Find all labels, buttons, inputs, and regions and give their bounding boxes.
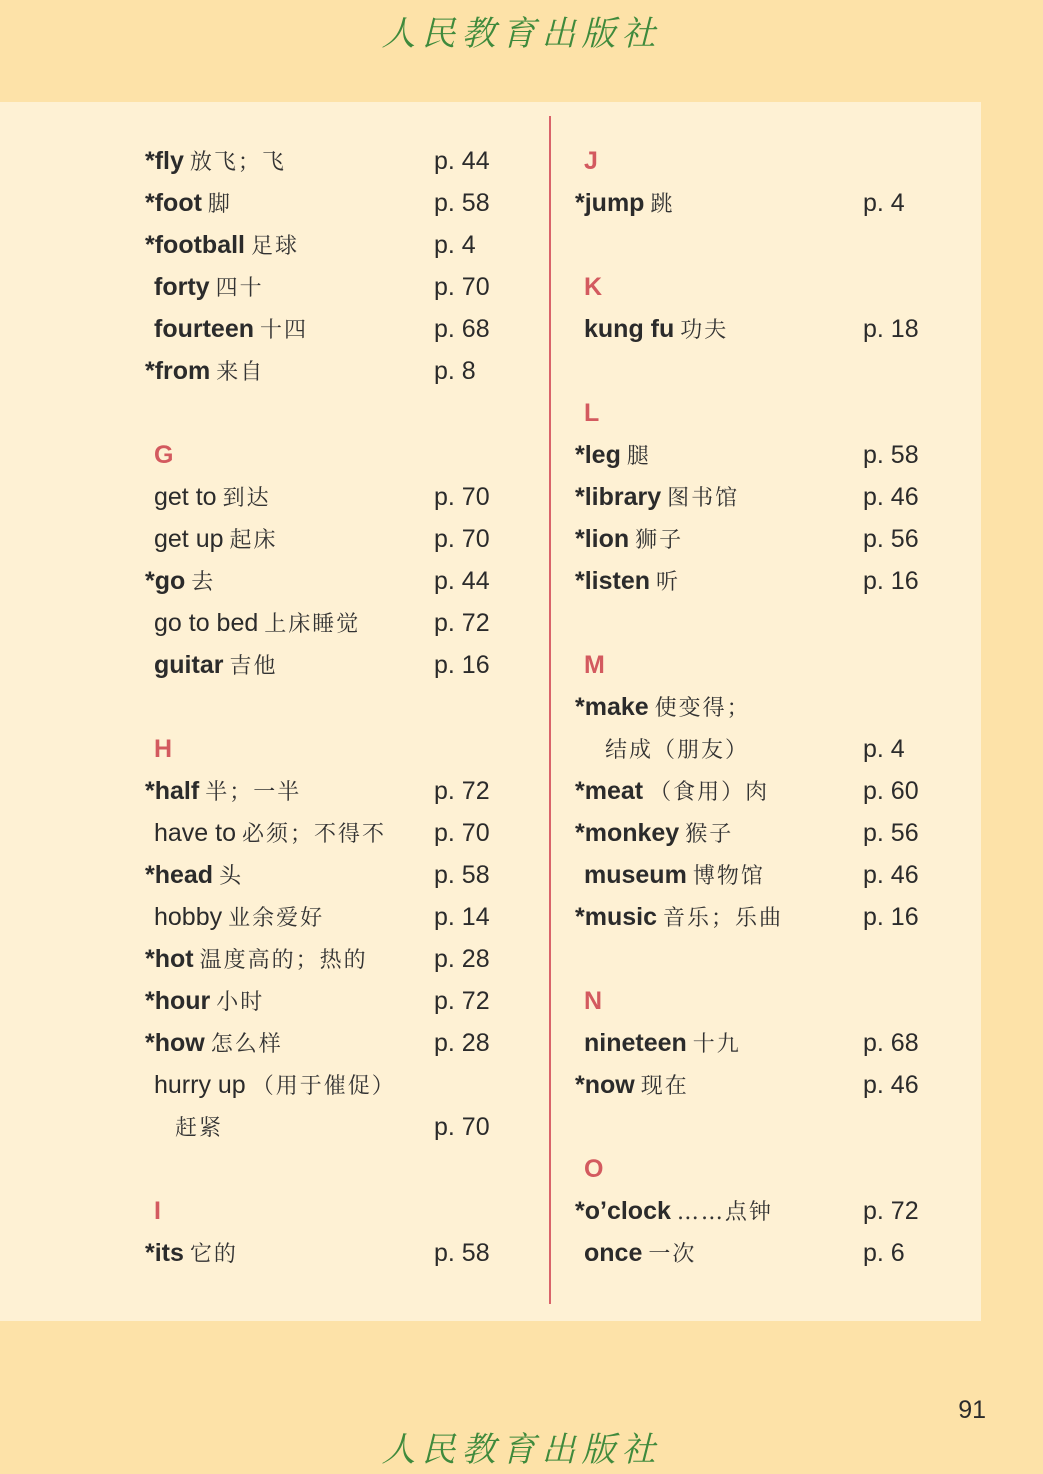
glossary-entry [575, 1232, 955, 1274]
entry-page-ref: p. 44 [434, 567, 490, 595]
entry-text [145, 602, 360, 646]
entry-translation: 温度高的；热的 [199, 948, 368, 973]
publisher-logo-footer: 人民教育出版社 [381, 1430, 662, 1470]
entry-word: *library [575, 483, 662, 511]
entry-translation: 四十 [215, 276, 264, 301]
entry-translation: 业余爱好 [228, 906, 325, 931]
entry-page-ref: p. 6 [863, 1239, 905, 1267]
glossary-entry [145, 980, 525, 1022]
section-letter [145, 728, 525, 770]
glossary-entry [575, 1022, 955, 1064]
entry-word: *now [575, 1071, 635, 1099]
section-letter [575, 644, 955, 686]
spacer [145, 1148, 525, 1190]
section-letter [575, 266, 955, 308]
entry-text [145, 476, 271, 520]
entry-translation: 必须；不得不 [242, 822, 387, 847]
section-letter-label: N [584, 987, 603, 1015]
entry-translation: 起床 [229, 528, 278, 553]
entry-page-ref: p. 72 [434, 777, 490, 805]
entry-word: *fly [145, 147, 184, 175]
entry-page-ref: p. 4 [863, 735, 905, 763]
glossary-entry [145, 308, 525, 350]
entry-translation: 跳 [650, 192, 675, 217]
entry-text [145, 1022, 283, 1066]
spacer [575, 350, 955, 392]
entry-word: guitar [154, 651, 224, 679]
section-letter [575, 392, 955, 434]
entry-word: hurry up [154, 1071, 246, 1099]
entry-text [575, 812, 733, 856]
entry-text [145, 560, 215, 604]
entry-text [145, 140, 286, 184]
entry-word: go to bed [154, 609, 259, 637]
entry-page-ref: p. 46 [863, 861, 919, 889]
entry-page-ref: p. 58 [434, 189, 490, 217]
entry-page-ref: p. 44 [434, 147, 490, 175]
entry-text [145, 938, 368, 982]
entry-translation: 放飞；飞 [189, 150, 286, 175]
section-letter [575, 980, 955, 1022]
page-number: 91 [958, 1396, 986, 1424]
entry-text [575, 1190, 773, 1234]
entry-word: *meat [575, 777, 644, 805]
entry-page-ref: p. 46 [863, 483, 919, 511]
entry-word: *make [575, 693, 649, 721]
entry-page-ref: p. 28 [434, 1029, 490, 1057]
glossary-entry [145, 1022, 525, 1064]
entry-page-ref: p. 72 [863, 1197, 919, 1225]
entry-word: *monkey [575, 819, 680, 847]
entry-word: hobby [154, 903, 223, 931]
spacer [575, 224, 955, 266]
entry-page-ref: p. 4 [863, 189, 905, 217]
entry-page-ref: p. 60 [863, 777, 919, 805]
glossary-entry [575, 434, 955, 476]
entry-text [145, 182, 232, 226]
entry-page-ref: p. 18 [863, 315, 919, 343]
entry-text [575, 728, 749, 772]
entry-word: *o’clock [575, 1197, 671, 1225]
entry-text [145, 224, 299, 268]
entry-page-ref: p. 14 [434, 903, 490, 931]
entry-text [575, 560, 680, 604]
entry-translation: 结成（朋友） [605, 738, 750, 763]
entry-page-ref: p. 70 [434, 819, 490, 847]
entry-word: *head [145, 861, 214, 889]
glossary-left-column [145, 140, 525, 1274]
entry-text [575, 1232, 696, 1276]
entry-word: *music [575, 903, 657, 931]
glossary-entry [575, 1190, 955, 1232]
entry-translation: 脚 [207, 192, 232, 217]
entry-page-ref: p. 72 [434, 609, 490, 637]
entry-word: fourteen [154, 315, 254, 343]
entry-text [145, 854, 243, 898]
entry-translation: 来自 [216, 360, 265, 385]
entry-text [145, 1232, 238, 1276]
glossary-entry [575, 560, 955, 602]
glossary-entry [145, 140, 525, 182]
spacer [575, 938, 955, 980]
entry-translation: 十四 [260, 318, 309, 343]
entry-translation: 吉他 [229, 654, 278, 679]
entry-translation: 听 [656, 570, 681, 595]
entry-word: nineteen [584, 1029, 687, 1057]
entry-word: have to [154, 819, 237, 847]
entry-text [145, 308, 308, 352]
entry-word: *foot [145, 189, 202, 217]
entry-translation: 腿 [626, 444, 651, 469]
spacer [575, 602, 955, 644]
glossary-entry [575, 308, 955, 350]
glossary-entry [145, 938, 525, 980]
glossary-entry [145, 518, 525, 560]
glossary-entry [145, 182, 525, 224]
entry-text [145, 350, 264, 394]
section-letter-label: O [584, 1155, 604, 1183]
spacer [145, 392, 525, 434]
entry-text [145, 266, 264, 310]
section-letter-label: K [584, 273, 603, 301]
entry-translation: 功夫 [680, 318, 729, 343]
entry-word: *go [145, 567, 186, 595]
entry-word: once [584, 1239, 643, 1267]
entry-page-ref: p. 58 [434, 861, 490, 889]
glossary-entry [575, 686, 955, 728]
entry-word: *its [145, 1239, 184, 1267]
entry-text [145, 980, 264, 1024]
entry-translation: 它的 [189, 1242, 238, 1267]
glossary-entry [575, 812, 955, 854]
entry-translation: 现在 [640, 1074, 689, 1099]
entry-translation: 足球 [251, 234, 300, 259]
entry-translation: 狮子 [635, 528, 684, 553]
entry-text [145, 812, 386, 856]
entry-page-ref: p. 16 [863, 903, 919, 931]
entry-translation: 博物馆 [692, 864, 765, 889]
glossary-right-column [575, 140, 955, 1274]
entry-word: *how [145, 1029, 205, 1057]
glossary-entry [145, 350, 525, 392]
spacer [575, 1106, 955, 1148]
glossary-entry [145, 896, 525, 938]
entry-word: *hot [145, 945, 194, 973]
entry-page-ref: p. 70 [434, 273, 490, 301]
entry-page-ref: p. 56 [863, 819, 919, 847]
entry-text [575, 434, 651, 478]
entry-text [145, 1064, 396, 1108]
entry-word: museum [584, 861, 687, 889]
entry-word: *from [145, 357, 211, 385]
glossary-entry [575, 854, 955, 896]
glossary-entry [145, 1232, 525, 1274]
glossary-entry [145, 812, 525, 854]
glossary-entry [145, 1106, 525, 1148]
entry-word: *lion [575, 525, 630, 553]
entry-word: *leg [575, 441, 621, 469]
section-letter-label: G [154, 441, 174, 469]
entry-word: *hour [145, 987, 211, 1015]
entry-text [575, 518, 683, 562]
glossary-entry [575, 476, 955, 518]
entry-translation: 到达 [222, 486, 271, 511]
entry-translation: 小时 [216, 990, 265, 1015]
glossary-entry [145, 1064, 525, 1106]
section-letter [575, 140, 955, 182]
entry-translation: （食用）肉 [649, 780, 770, 805]
entry-translation: 头 [219, 864, 244, 889]
entry-translation: ……点钟 [676, 1200, 773, 1225]
entry-text [575, 1064, 689, 1108]
section-letter [575, 1148, 955, 1190]
entry-page-ref: p. 58 [863, 441, 919, 469]
glossary-entry [145, 602, 525, 644]
section-letter-label: I [154, 1197, 161, 1225]
entry-translation: 去 [191, 570, 216, 595]
entry-text [145, 644, 277, 688]
entry-word: get up [154, 525, 224, 553]
entry-text [145, 770, 301, 814]
entry-text [575, 476, 739, 520]
glossary-entry [145, 770, 525, 812]
glossary-entry [575, 770, 955, 812]
entry-page-ref: p. 46 [863, 1071, 919, 1099]
entry-text [145, 896, 324, 940]
entry-translation: 一次 [648, 1242, 697, 1267]
entry-translation: 怎么样 [210, 1032, 283, 1057]
entry-translation: 十九 [692, 1032, 741, 1057]
entry-page-ref: p. 70 [434, 483, 490, 511]
section-letter-label: L [584, 399, 600, 427]
entry-text [145, 518, 278, 562]
entry-page-ref: p. 68 [434, 315, 490, 343]
entry-page-ref: p. 8 [434, 357, 476, 385]
glossary-entry [575, 182, 955, 224]
entry-word: *football [145, 231, 245, 259]
entry-text [575, 854, 765, 898]
entry-page-ref: p. 70 [434, 525, 490, 553]
column-divider [549, 116, 551, 1304]
section-letter-label: M [584, 651, 605, 679]
entry-translation: 上床睡觉 [264, 612, 361, 637]
glossary-entry [145, 224, 525, 266]
entry-word: *listen [575, 567, 651, 595]
entry-text [575, 770, 769, 814]
section-letter-label: J [584, 147, 598, 175]
entry-translation: 半；一半 [205, 780, 302, 805]
entry-word: get to [154, 483, 217, 511]
section-letter-label: H [154, 735, 173, 763]
entry-page-ref: p. 28 [434, 945, 490, 973]
entry-translation: 图书馆 [667, 486, 740, 511]
glossary-entry [145, 560, 525, 602]
entry-text [575, 686, 751, 730]
entry-page-ref: p. 68 [863, 1029, 919, 1057]
glossary-entry [575, 518, 955, 560]
entry-word: forty [154, 273, 210, 301]
entry-translation: （用于催促） [251, 1074, 396, 1099]
entry-page-ref: p. 70 [434, 1113, 490, 1141]
glossary-entry [575, 896, 955, 938]
entry-text [575, 1022, 741, 1066]
section-letter [145, 1190, 525, 1232]
glossary-entry [145, 476, 525, 518]
entry-page-ref: p. 16 [863, 567, 919, 595]
entry-page-ref: p. 72 [434, 987, 490, 1015]
entry-translation: 音乐；乐曲 [662, 906, 783, 931]
spacer [145, 686, 525, 728]
entry-page-ref: p. 16 [434, 651, 490, 679]
entry-translation: 猴子 [685, 822, 734, 847]
entry-translation: 使变得； [654, 696, 751, 721]
glossary-entry [145, 266, 525, 308]
publisher-logo: 人民教育出版社 [381, 14, 662, 54]
entry-word: *jump [575, 189, 645, 217]
entry-text [145, 1106, 223, 1150]
entry-text [575, 308, 728, 352]
entry-page-ref: p. 4 [434, 231, 476, 259]
entry-word: *half [145, 777, 200, 805]
section-letter [145, 434, 525, 476]
entry-page-ref: p. 58 [434, 1239, 490, 1267]
glossary-entry [575, 728, 955, 770]
entry-translation: 赶紧 [175, 1116, 224, 1141]
entry-page-ref: p. 56 [863, 525, 919, 553]
glossary-entry [575, 1064, 955, 1106]
glossary-entry [145, 854, 525, 896]
glossary-entry [145, 644, 525, 686]
entry-text [575, 896, 783, 940]
entry-word: kung fu [584, 315, 675, 343]
entry-text [575, 182, 674, 226]
